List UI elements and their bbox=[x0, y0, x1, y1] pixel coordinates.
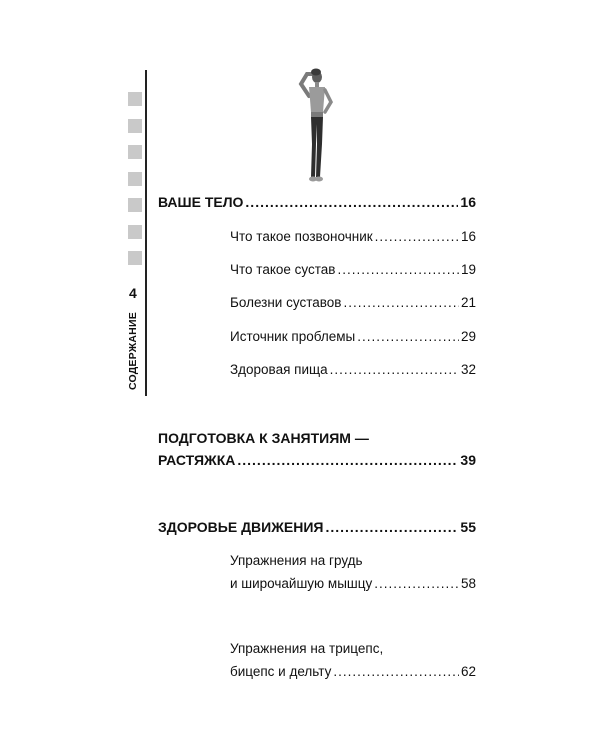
margin-square bbox=[128, 198, 142, 212]
toc-page-number: 62 bbox=[460, 664, 476, 679]
toc-item-title: Источник проблемы bbox=[230, 329, 356, 344]
toc-leader bbox=[357, 329, 459, 344]
toc-item bbox=[230, 362, 476, 377]
page-number: 4 bbox=[129, 285, 137, 301]
toc-chapter-title: ВАШЕ ТЕЛО bbox=[158, 194, 244, 210]
margin-square bbox=[128, 251, 142, 265]
section-label: СОДЕРЖАНИЕ bbox=[127, 312, 139, 390]
toc-item bbox=[230, 295, 476, 310]
toc-chapter bbox=[158, 519, 476, 535]
toc-item-title-line1: Упражнения на трицепс, bbox=[230, 641, 384, 656]
toc-chapter bbox=[158, 194, 476, 210]
toc-item-title: Болезни суставов bbox=[230, 295, 342, 310]
margin-square bbox=[128, 172, 142, 186]
toc-item-title: Здоровая пища bbox=[230, 362, 328, 377]
toc-item-title-line2: бицепс и дельту bbox=[230, 664, 332, 679]
margin-square bbox=[128, 119, 142, 133]
toc-leader bbox=[375, 229, 459, 244]
toc-item bbox=[230, 329, 476, 344]
toc-chapter bbox=[158, 452, 476, 468]
toc-leader bbox=[333, 664, 459, 679]
toc-page-number: 19 bbox=[460, 262, 476, 277]
toc-item bbox=[230, 262, 476, 277]
toc-chapter-title-line1: ПОДГОТОВКА К ЗАНЯТИЯМ — bbox=[158, 430, 369, 446]
toc-leader bbox=[245, 194, 458, 210]
toc-page-number: 29 bbox=[460, 329, 476, 344]
toc-item-title-line2: и широчайшую мышцу bbox=[230, 576, 373, 591]
toc-chapter-title-line2: РАСТЯЖКА bbox=[158, 452, 236, 468]
toc-leader bbox=[330, 362, 459, 377]
toc-item bbox=[230, 229, 476, 244]
toc-page-number: 58 bbox=[460, 576, 476, 591]
toc-item bbox=[230, 664, 476, 679]
toc-item-title: Что такое позвоночник bbox=[230, 229, 373, 244]
toc-leader bbox=[325, 519, 458, 535]
toc-page-number: 55 bbox=[460, 519, 476, 535]
margin-squares bbox=[128, 92, 142, 278]
toc-page-number: 16 bbox=[460, 194, 476, 210]
toc-item bbox=[230, 576, 476, 591]
toc-page-number: 16 bbox=[460, 229, 476, 244]
margin-rule bbox=[145, 70, 147, 396]
toc-chapter-title: ЗДОРОВЬЕ ДВИЖЕНИЯ bbox=[158, 519, 324, 535]
toc-page-number: 21 bbox=[460, 295, 476, 310]
toc-leader bbox=[343, 295, 459, 310]
toc-item-title: Что такое сустав bbox=[230, 262, 336, 277]
toc-item-title-line1: Упражнения на грудь bbox=[230, 553, 363, 568]
margin-square bbox=[128, 92, 142, 106]
margin-square bbox=[128, 225, 142, 239]
stretching-woman-illustration bbox=[285, 62, 345, 186]
toc-leader bbox=[374, 576, 459, 591]
margin-square bbox=[128, 145, 142, 159]
toc-page-number: 39 bbox=[460, 452, 476, 468]
toc-leader bbox=[337, 262, 459, 277]
toc-leader bbox=[237, 452, 458, 468]
toc-page-number: 32 bbox=[460, 362, 476, 377]
